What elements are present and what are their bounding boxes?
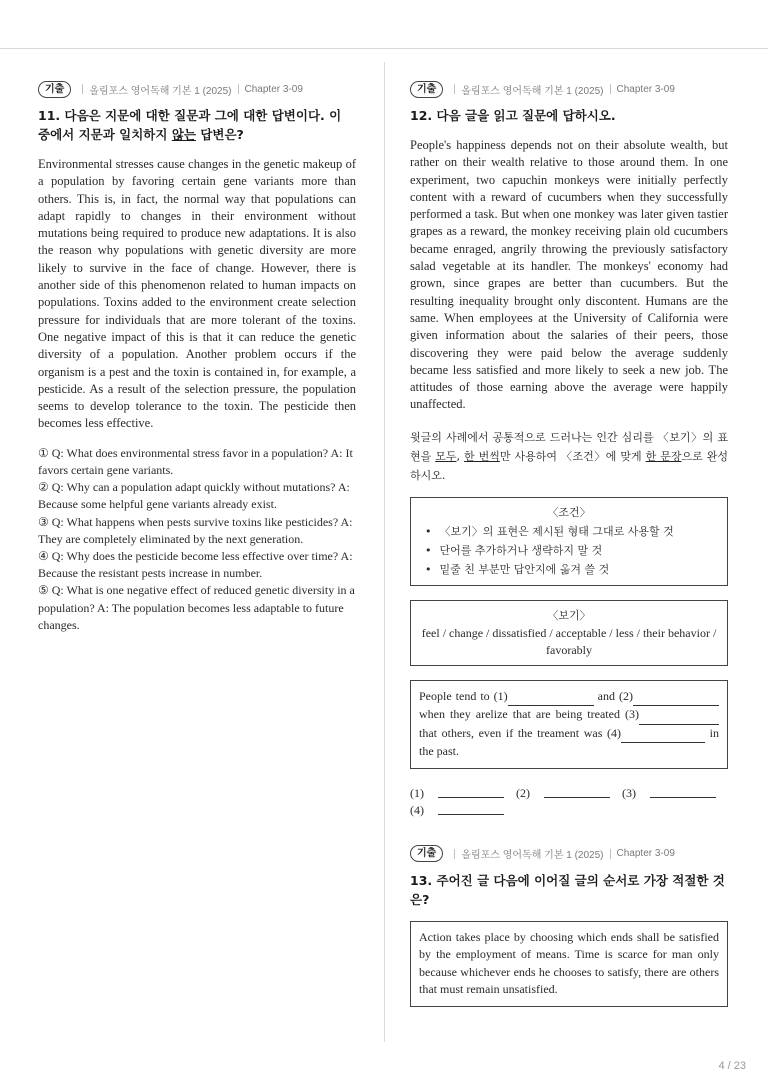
answer-row — [410, 785, 728, 802]
exam-tag: 기출 — [410, 81, 443, 98]
bogi-words: feel / change / dissatisfied / acceptable / less / their behavior / favorably — [421, 625, 717, 657]
instr-underlined: 한 문장 — [645, 449, 682, 463]
bullet-icon: • — [425, 562, 432, 576]
title-text: 답변은? — [195, 127, 244, 142]
conditions-box — [410, 497, 728, 586]
answer-line[interactable] — [544, 785, 610, 798]
question-11-passage: Environmental stresses cause changes in the genetic makeup of a population by favoring certain gene variants more than others. This is, in fact, the normal way that populations can adapt rapidly to changes in their environment without mutations being required to produce new adaptations. It is also the reason why populations with genetic diversity are more likely to survive in the face of change. However, there is another side of this phenomenon related to human impacts on populations. Toxins added to the environment create selection pressure for individuals that are more tolerant of the toxins. One negative impact of this is that it can reduce the genetic diversity of a population. Another problem occurs if the organism is a pest and the toxin is contained in, for example, a pesticide. As a result of the selection pressure, the population seems to develop tolerance to the toxin. The pesticide then becomes less effective. — [38, 157, 356, 431]
separator — [454, 84, 455, 94]
fill-in-sentence — [419, 688, 719, 761]
fill-text: and (2) — [593, 688, 633, 703]
instr-text: , — [456, 449, 465, 463]
answer-4[interactable] — [410, 802, 516, 819]
blank-3[interactable] — [639, 706, 719, 725]
conditions-heading: 〈조건〉 — [547, 505, 591, 519]
answer-lines — [410, 785, 728, 819]
exam-tag: 기출 — [38, 81, 71, 98]
source-row — [410, 843, 728, 865]
answer-label: (4) — [410, 802, 424, 817]
answer-line[interactable] — [438, 802, 504, 815]
instr-underlined: 모두 — [435, 449, 457, 463]
condition-item — [421, 522, 717, 541]
condition-text: 〈보기〉의 표현은 제시된 형태 그대로 사용할 것 — [439, 524, 674, 538]
exam-tag: 기출 — [410, 845, 443, 862]
bullet-icon: • — [425, 543, 432, 557]
fill-text: in the past. — [419, 725, 719, 759]
given-passage: Action takes place by choosing which ends shall be satisfied by the employment of means. Time is scarce for man only because whichever ends he chooses to satisfy, there are others that must remain unsatisfied. — [419, 929, 719, 997]
source-book: 올림포스 영어독해 기본 1 (2025) — [89, 85, 232, 97]
instr-text: 으로 완성하시오. — [410, 449, 728, 482]
column-divider — [384, 62, 385, 1042]
instr-text: 윗글의 사례에서 공통적으로 드러나는 인간 심리를 〈보기〉의 표현을 — [410, 430, 728, 463]
title-text: 11. 다음은 지문에 대한 질문과 그에 대한 답변이다. 이 중에서 지문과 일치하지 — [38, 108, 342, 142]
source-chapter: Chapter 3-09 — [616, 848, 675, 860]
source-row — [410, 78, 728, 100]
source-book: 올림포스 영어독해 기본 1 (2025) — [461, 85, 604, 97]
source-book: 올림포스 영어독해 기본 1 (2025) — [461, 850, 604, 862]
question-11-title — [38, 106, 356, 144]
question-11-options — [38, 445, 356, 634]
header-rule — [0, 48, 768, 49]
option-3[interactable]: ③ Q: What happens when pests survive toxins like pesticides? A: They are completely eliminated by the next generation. — [38, 514, 353, 546]
blank-1[interactable] — [508, 688, 594, 707]
blank-4[interactable] — [621, 725, 705, 744]
option-4[interactable]: ④ Q: Why does the pesticide become less effective over time? A: Because the resistant pests increase in number. — [38, 548, 353, 581]
condition-text: 단어를 추가하거나 생략하지 말 것 — [439, 543, 603, 557]
question-12-passage: People's happiness depends not on their absolute wealth, but rather on their wealth relative to those around them. In one experiment, two capuchin monkeys were initially perfectly content with a reward of cucumbers when they successfully performed a task. But when one monkey was later given tastier grapes as a reward, the monkey receiving plain old cucumbers became enraged, angrily throwing the previously satisfactory salad vegetable at its handler. The monkeys' economy had grown, since grapes are better than cucumbers. But the resulting inequality brought only discontent. Humans are the same. When employees at the University of California were given information about the salaries of their peers, those discovering they were paid below the average suddenly became less satisfied and more likely to seek a new job. The attitudes of those earning above the average were happily unaffected. — [410, 138, 728, 412]
blank-2[interactable] — [633, 688, 719, 707]
instr-underlined: 한 번씩 — [464, 449, 500, 463]
answer-row — [410, 802, 728, 819]
condition-item — [421, 560, 717, 579]
bullet-icon: • — [425, 524, 432, 538]
separator — [610, 84, 611, 94]
fill-text: when they arelize that are being treated (3) — [419, 707, 639, 722]
separator — [454, 849, 455, 859]
answer-1[interactable] — [410, 785, 516, 802]
question-12-title: 12. 다음 글을 읽고 질문에 답하시오. — [410, 108, 616, 123]
fill-text: People tend to (1) — [419, 688, 508, 703]
left-column — [38, 78, 356, 634]
condition-text: 밑줄 친 부분만 답안지에 옮겨 쓸 것 — [439, 562, 610, 576]
separator — [610, 849, 611, 859]
answer-label: (3) — [622, 785, 636, 800]
right-column — [410, 78, 728, 1007]
answer-label: (1) — [410, 785, 424, 800]
bogi-heading: 〈보기〉 — [547, 608, 591, 622]
title-underlined: 않는 — [171, 127, 196, 142]
given-passage-box — [410, 921, 728, 1007]
question-12-instruction — [410, 428, 728, 485]
page-number: 4 / 23 — [718, 1060, 746, 1072]
answer-3[interactable] — [622, 785, 728, 802]
answer-line[interactable] — [438, 785, 504, 798]
fill-text: that others, even if the treament was (4) — [419, 725, 622, 740]
answer-line[interactable] — [650, 785, 716, 798]
answer-2[interactable] — [516, 785, 622, 802]
separator — [238, 84, 239, 94]
fill-in-box — [410, 680, 728, 769]
condition-item — [421, 541, 717, 560]
bogi-box — [410, 600, 728, 666]
question-13-title: 13. 주어진 글 다음에 이어질 글의 순서로 가장 적절한 것은? — [410, 872, 725, 907]
option-1[interactable]: ① Q: What does environmental stress favor in a population? A: It favors certain gene variants. — [38, 445, 353, 477]
separator — [82, 84, 83, 94]
instr-text: 만 사용하여 〈조건〉에 맞게 — [499, 449, 646, 463]
source-chapter: Chapter 3-09 — [616, 83, 675, 95]
option-5[interactable]: ⑤ Q: What is one negative effect of reduced genetic diversity in a population? A: The population becomes less adaptable to future changes. — [38, 583, 355, 632]
source-chapter: Chapter 3-09 — [244, 83, 303, 95]
answer-label: (2) — [516, 785, 530, 800]
source-row — [38, 78, 356, 100]
option-2[interactable]: ② Q: Why can a population adapt quickly without mutations? A: Because some helpful gene variants already exist. — [38, 480, 350, 512]
